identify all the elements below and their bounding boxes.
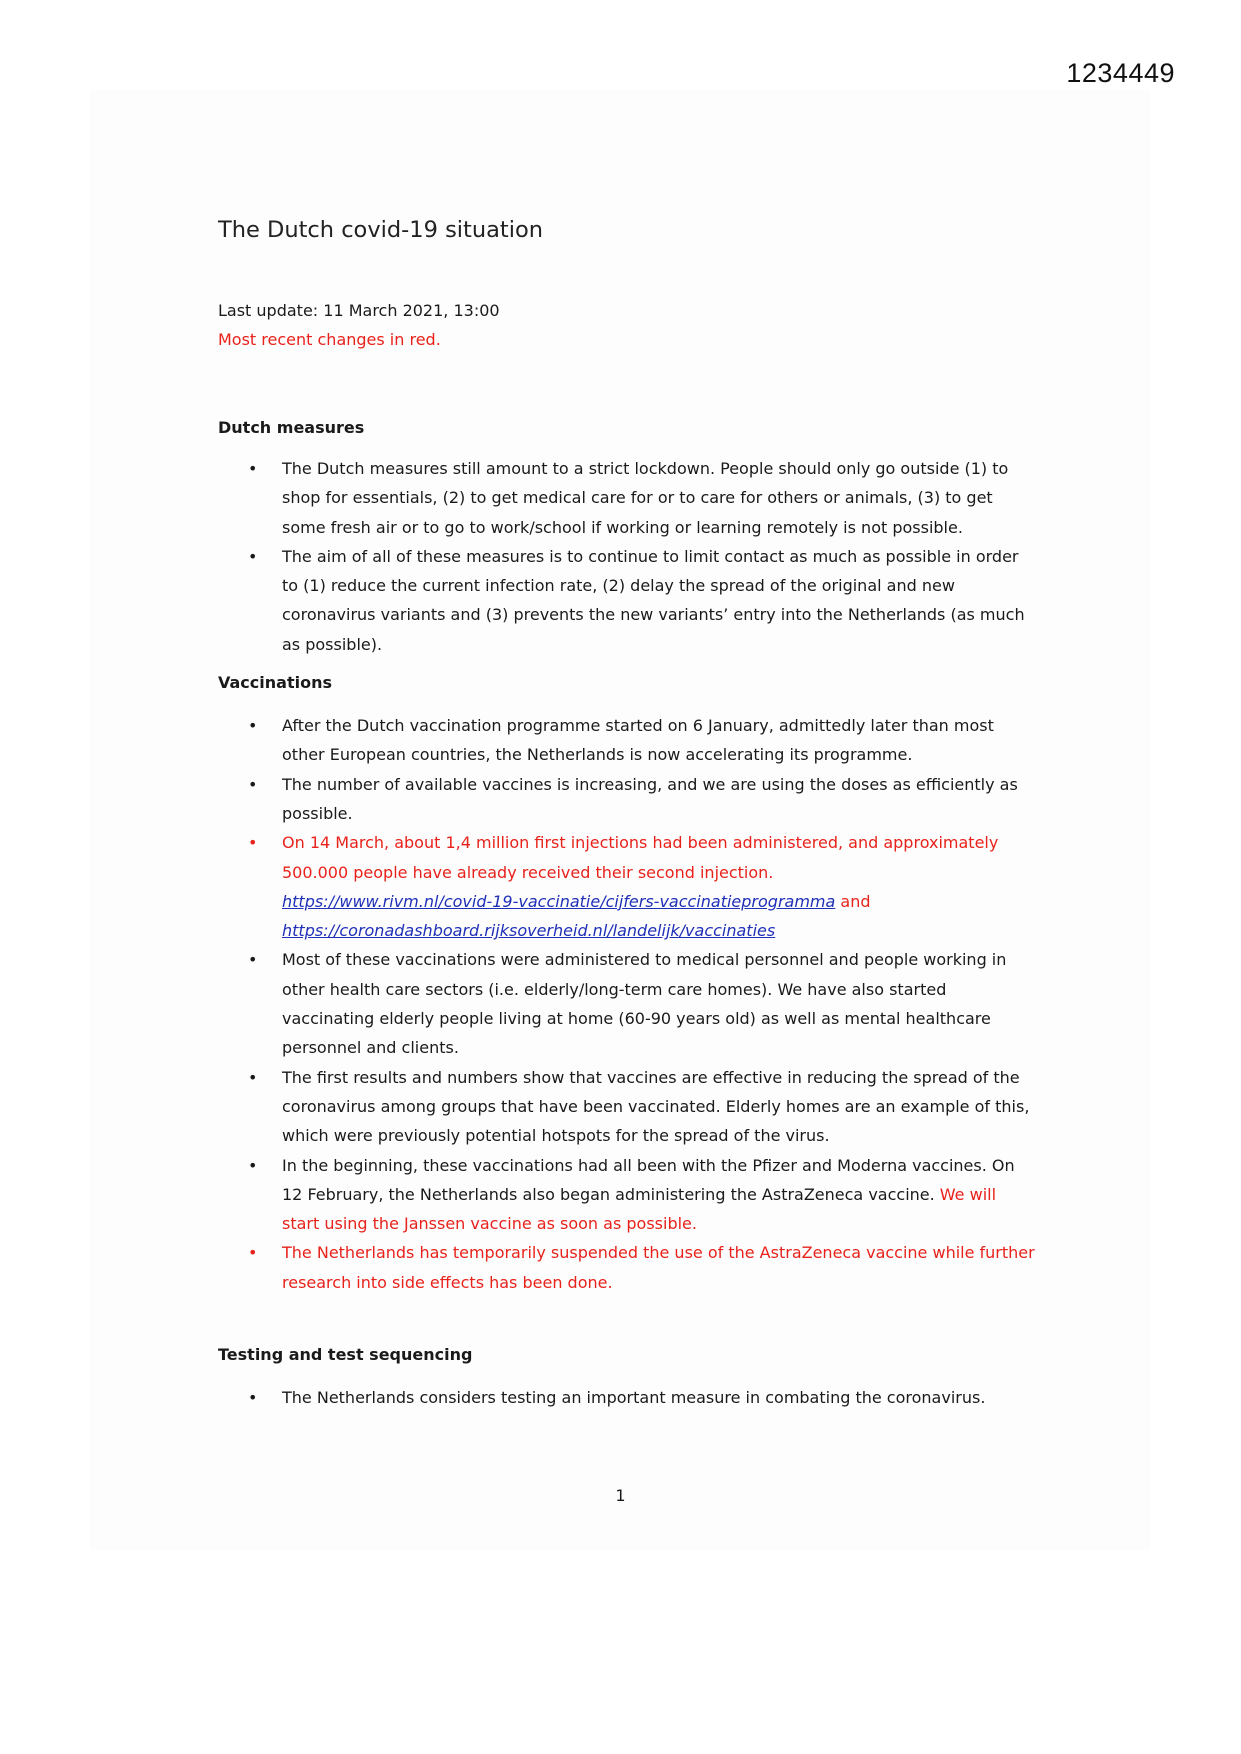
heading-dutch-measures: Dutch measures	[218, 418, 365, 437]
update-info	[218, 296, 500, 354]
list-item-text: The Dutch measures still amount to a strict lockdown. People should only go outside (1) to shop for essentials, (2) to get medical care for or to care for others or animals, (3) to get some fresh air or to go to work/school if working or learning remotely is not possible.	[282, 459, 1009, 537]
list-item-text: On 14 March, about 1,4 million first injections had been administered, and approximately 500.000 people have already received their second injection.	[282, 833, 999, 882]
list-item	[218, 454, 1038, 542]
bullet-icon: •	[248, 833, 258, 853]
list-item-text: The first results and numbers show that vaccines are effective in reducing the spread of the coronavirus among groups that have been vaccinated. Elderly homes are an example of this, which were previously potential hotspots for the spread of the virus.	[282, 1067, 1030, 1146]
list-item	[218, 1151, 1038, 1239]
bullet-icon: •	[248, 1067, 258, 1087]
document-body	[218, 416, 1038, 1412]
list-item	[218, 1383, 1038, 1412]
page-title: The Dutch covid-19 situation	[218, 217, 544, 243]
list-item	[218, 770, 1038, 829]
bullet-icon: •	[248, 1155, 258, 1175]
heading-testing: Testing and test sequencing	[218, 1345, 473, 1365]
heading-vaccinations: Vaccinations	[218, 673, 332, 693]
list-item	[218, 1063, 1038, 1151]
bullet-icon: •	[248, 1243, 258, 1263]
rivm-link[interactable]: https://www.rivm.nl/covid-19-vaccinatie/cijfers-vaccinatieprogramma	[282, 891, 836, 911]
measures-list	[218, 454, 1038, 659]
link-connector: and	[840, 891, 871, 911]
list-item-text: After the Dutch vaccination programme started on 6 January, admittedly later than most other European countries, the Netherlands is now accelerating its programme.	[282, 716, 994, 765]
testing-list	[218, 1383, 1038, 1412]
bullet-icon: •	[248, 950, 258, 970]
list-item-text: Most of these vaccinations were administered to medical personnel and people working in other health care sectors (i.e. elderly/long-term care homes). We have also started vaccinating elderly people living at home (60-90 years old) as well as mental healthcare personnel and clients.	[282, 950, 1007, 1058]
last-update: Last update: 11 March 2021, 13:00	[218, 301, 500, 320]
page-number: 1	[615, 1486, 626, 1505]
recent-changes-note: Most recent changes in red.	[218, 330, 441, 349]
list-item-text: The Netherlands considers testing an important measure in combating the coronavirus.	[282, 1388, 986, 1408]
list-item	[218, 1238, 1038, 1297]
document-id: 1234449	[1066, 58, 1175, 88]
list-item-text: The Netherlands has temporarily suspended the use of the AstraZeneca vaccine while further research into side effects has been done.	[282, 1243, 1035, 1292]
bullet-icon: •	[248, 459, 258, 478]
bullet-icon: •	[248, 546, 258, 566]
bullet-icon: •	[248, 716, 258, 736]
vaccinations-list	[218, 711, 1038, 1297]
list-item-change-text: We will start using the Janssen vaccine as soon as possible.	[282, 1184, 997, 1234]
bullet-icon: •	[248, 1388, 258, 1408]
list-item-text: In the beginning, these vaccinations had all been with the Pfizer and Moderna vaccines. On 12 February, the Netherlands also began administering the AstraZeneca vaccine.	[282, 1155, 1015, 1204]
list-item	[218, 542, 1038, 659]
list-item-text: The aim of all of these measures is to continue to limit contact as much as possible in order to (1) reduce the current infection rate, (2) delay the spread of the original and new coronavirus variants and (3) prevents the new variants’ entry into the Netherlands (as much as possible).	[282, 546, 1025, 654]
bullet-icon: •	[248, 774, 258, 794]
list-item-text: The number of available vaccines is increasing, and we are using the doses as efficiently as possible.	[282, 774, 1018, 823]
list-item	[218, 711, 1038, 770]
list-item	[218, 828, 1038, 945]
list-item	[218, 945, 1038, 1062]
coronadashboard-link[interactable]: https://coronadashboard.rijksoverheid.nl/landelijk/vaccinaties	[282, 921, 776, 941]
